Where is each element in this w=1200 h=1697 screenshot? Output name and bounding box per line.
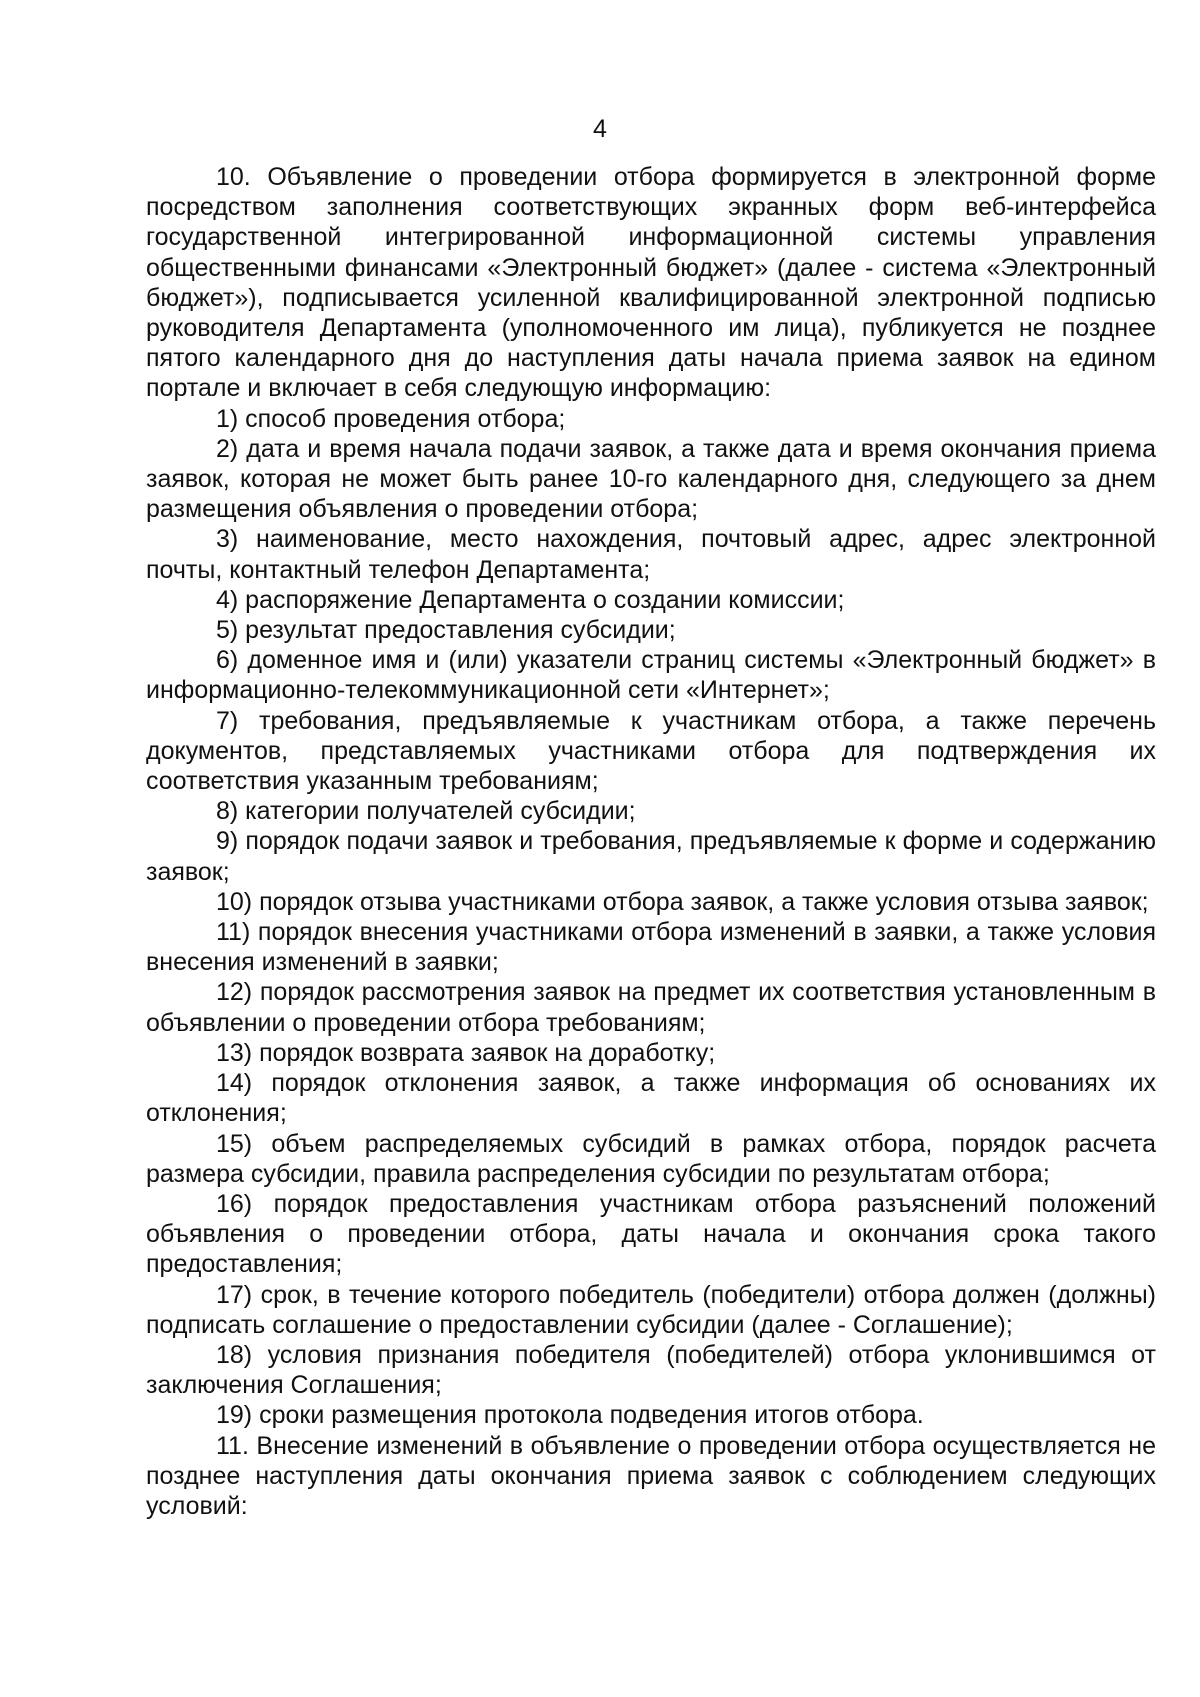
list-item: 8) категории получателей субсидии; — [216, 797, 636, 826]
list-item: 7) требования, предъявляемые к участникам отбора, а также перечень документов, представляемых участниками отбора для подтверждения их соответствия указанным требованиям; — [146, 706, 1156, 796]
list-item: 2) дата и время начала подачи заявок, а также дата и время окончания приема заявок, которая не может быть ранее 10-го календарного дня, следующего за днем размещения объявления о проведении отбора; — [146, 434, 1156, 524]
list-item: 16) порядок предоставления участникам отбора разъяснений положений объявления о проведении отбора, даты начала и окончания срока такого предоставления; — [146, 1189, 1156, 1279]
paragraph: 10. Объявление о проведении отбора формируется в электронной форме посредством заполнения соответствующих экранных форм веб-интерфейса государственной интегрированной информационной системы управления общественными финансами «Электронный бюджет» (далее - система «Электронный бюджет»), подписывается усиленной квалифицированной электронной подписью руководителя Департамента (уполномоченного им лица), публикуется не позднее пятого календарного дня до наступления даты начала приема заявок на едином портале и включает в себя следующую информацию: — [146, 163, 1156, 403]
list-item: 14) порядок отклонения заявок, а также информация об основаниях их отклонения; — [146, 1069, 1156, 1128]
list-item: 1) способ проведения отбора; — [216, 404, 566, 433]
list-item: 3) наименование, место нахождения, почтовый адрес, адрес электронной почты, контактный телефон Департамента; — [146, 525, 1156, 584]
list-item: 4) распоряжение Департамента о создании комиссии; — [216, 585, 845, 614]
list-item: 13) порядок возврата заявок на доработку; — [216, 1038, 716, 1067]
paragraph: 11. Внесение изменений в объявление о проведении отбора осуществляется не позднее наступления даты окончания приема заявок с соблюдением следующих условий: — [146, 1431, 1156, 1520]
list-item: 12) порядок рассмотрения заявок на предмет их соответствия установленным в объявлении о проведении отбора требованиям; — [146, 978, 1156, 1037]
list-item: 5) результат предоставления субсидии; — [216, 616, 676, 645]
document-body — [146, 162, 1156, 1521]
list-item: 17) срок, в течение которого победитель (победители) отбора должен (должны) подписать соглашение о предоставлении субсидии (далее - Соглашение); — [146, 1280, 1156, 1339]
list-item: 6) доменное имя и (или) указатели страниц системы «Электронный бюджет» в информационно-телекоммуникационной сети «Интернет»; — [146, 646, 1156, 705]
list-item: 9) порядок подачи заявок и требования, предъявляемые к форме и содержанию заявок; — [146, 827, 1156, 886]
list-item: 11) порядок внесения участниками отбора изменений в заявки, а также условия внесения изменений в заявки; — [146, 918, 1156, 977]
list-item: 19) сроки размещения протокола подведения итогов отбора. — [216, 1401, 924, 1430]
page-number: 4 — [593, 115, 607, 143]
list-item: 10) порядок отзыва участниками отбора заявок, а также условия отзыва заявок; — [216, 887, 1149, 916]
list-item: 18) условия признания победителя (победителей) отбора уклонившимся от заключения Соглашения; — [146, 1340, 1156, 1400]
list-item: 15) объем распределяемых субсидий в рамках отбора, порядок расчета размера субсидии, правила распределения субсидии по результатам отбора; — [146, 1129, 1156, 1188]
